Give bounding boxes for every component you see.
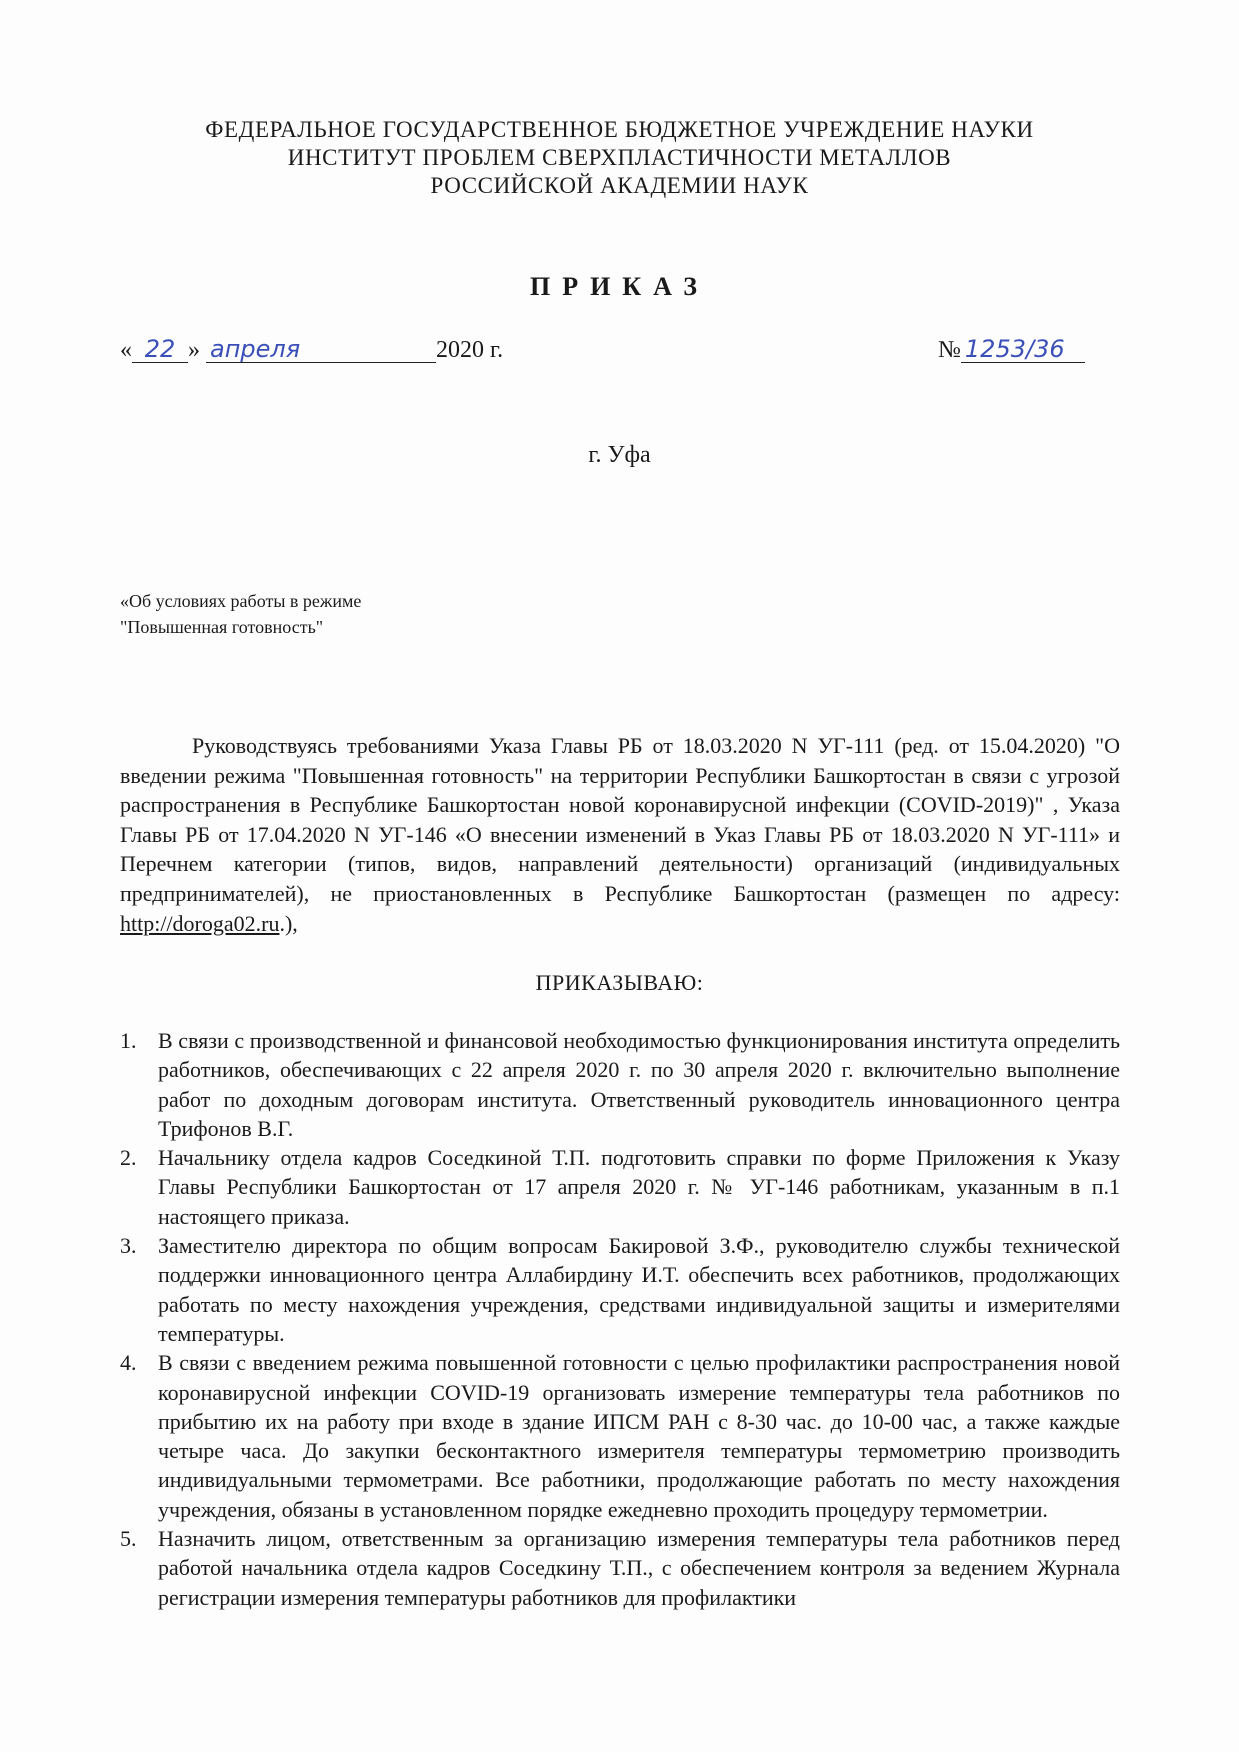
document-title: ПРИКАЗ [529,272,710,301]
item-text: Начальнику отдела кадров Соседкиной Т.П. подготовить справки по форме Приложения к Указу Главы Республики Башкортостан от 17 апреля 2020 г. № УГ-146 работникам, указанным в п.1 настоящего приказа. [158,1145,1120,1229]
order-subject [120,588,361,640]
header-line-3: РОССИЙСКОЙ АКАДЕМИИ НАУК [430,173,809,198]
date-day-handwritten: 22 [132,336,188,363]
subject-line-2: "Повышенная готовность" [120,617,324,637]
city: г. Уфа [588,442,651,468]
item-text: Заместителю директора по общим вопросам Бакировой З.Ф., руководителю службы технической поддержки инновационного центра Аллабирдину И.Т. обеспечить всех работников, продолжающих работать по месту нахождения учреждения, средствами индивидуальной защиты и измерителями температуры. [158,1233,1120,1346]
order-number [938,336,1085,364]
list-item [120,1231,1120,1348]
list-item [120,1524,1120,1612]
item-text: В связи с производственной и финансовой необходимостью функционирования института определить работников, обеспечивающих с 22 апреля 2020 г. по 30 апреля 2020 г. включительно выполнение работ по доходным договорам института. Ответственный руководитель инновационного центра Трифонов В.Г. [158,1028,1120,1141]
item-number: 1. [120,1028,137,1053]
item-text: В связи с введением режима повышенной готовности с целью профилактики распространения новой коронавирусной инфекции COVID-19 организовать измерение температуры тела работников по прибытию их на работу при входе в здание ИПСМ РАН с 8-30 час. до 10-00 час, а также каждые четыре часа. До закупки бесконтактного измерителя температуры термометрию производить индивидуальными термометрами. Все работники, продолжающие работать по месту нахождения учреждения, обязаны в установленном порядке ежедневно проходить процедуру термометрии. [158,1350,1120,1522]
order-heading: ПРИКАЗЫВАЮ: [535,970,704,995]
preamble-text: Руководствуясь требованиями Указа Главы РБ от 18.03.2020 N УГ-111 (ред. от 15.04.2020) "О введении режима "Повышенная готовность" на территории Республики Башкортостан в связи с угрозой распространения в Республике Башкортостан новой коронавирусной инфекции (COVID-2019)" , Указа Главы РБ от 17.04.2020 N УГ-146 «О внесении изменений в Указ Главы РБ от 18.03.2020 N УГ-111» и Перечнем категории (типов, видов, направлений деятельности) организаций (индивидуальных предпринимателей), не приостановленных в Республике Башкортостан (размещен по адресу: [120,733,1120,906]
list-item [120,1026,1120,1143]
preamble-tail: .), [279,910,298,936]
date-close-quote: » [188,337,200,363]
number-label: № [938,337,961,363]
list-item [120,1143,1120,1231]
number-value-handwritten: 1253/36 [961,336,1085,363]
header-line-2: ИНСТИТУТ ПРОБЛЕМ СВЕРХПЛАСТИЧНОСТИ МЕТАЛЛОВ [287,145,952,170]
header-line-1: ФЕДЕРАЛЬНОЕ ГОСУДАРСТВЕННОЕ БЮДЖЕТНОЕ УЧРЕЖДЕНИЕ НАУКИ [205,117,1034,142]
date-month-handwritten: апреля [206,336,436,363]
preamble-link[interactable]: http://doroga02.ru [120,910,280,936]
list-item [120,1348,1120,1524]
subject-line-1: «Об условиях работы в режиме [120,591,362,611]
item-number: 2. [120,1145,137,1171]
item-text: Назначить лицом, ответственным за организацию измерения температуры тела работников перед работой начальника отдела кадров Соседкину Т.П., с обеспечением контроля за ведением Журнала регистрации измерения температуры работников для профилактики [158,1526,1120,1610]
order-date [120,336,503,364]
item-number: 3. [120,1233,137,1259]
order-items-list [120,1026,1120,1612]
date-open-quote: « [120,337,132,363]
date-year: 2020 г. [436,337,504,363]
organization-header [0,116,1239,200]
item-number: 4. [120,1350,137,1376]
preamble-paragraph [120,731,1120,938]
item-number: 5. [120,1526,137,1552]
